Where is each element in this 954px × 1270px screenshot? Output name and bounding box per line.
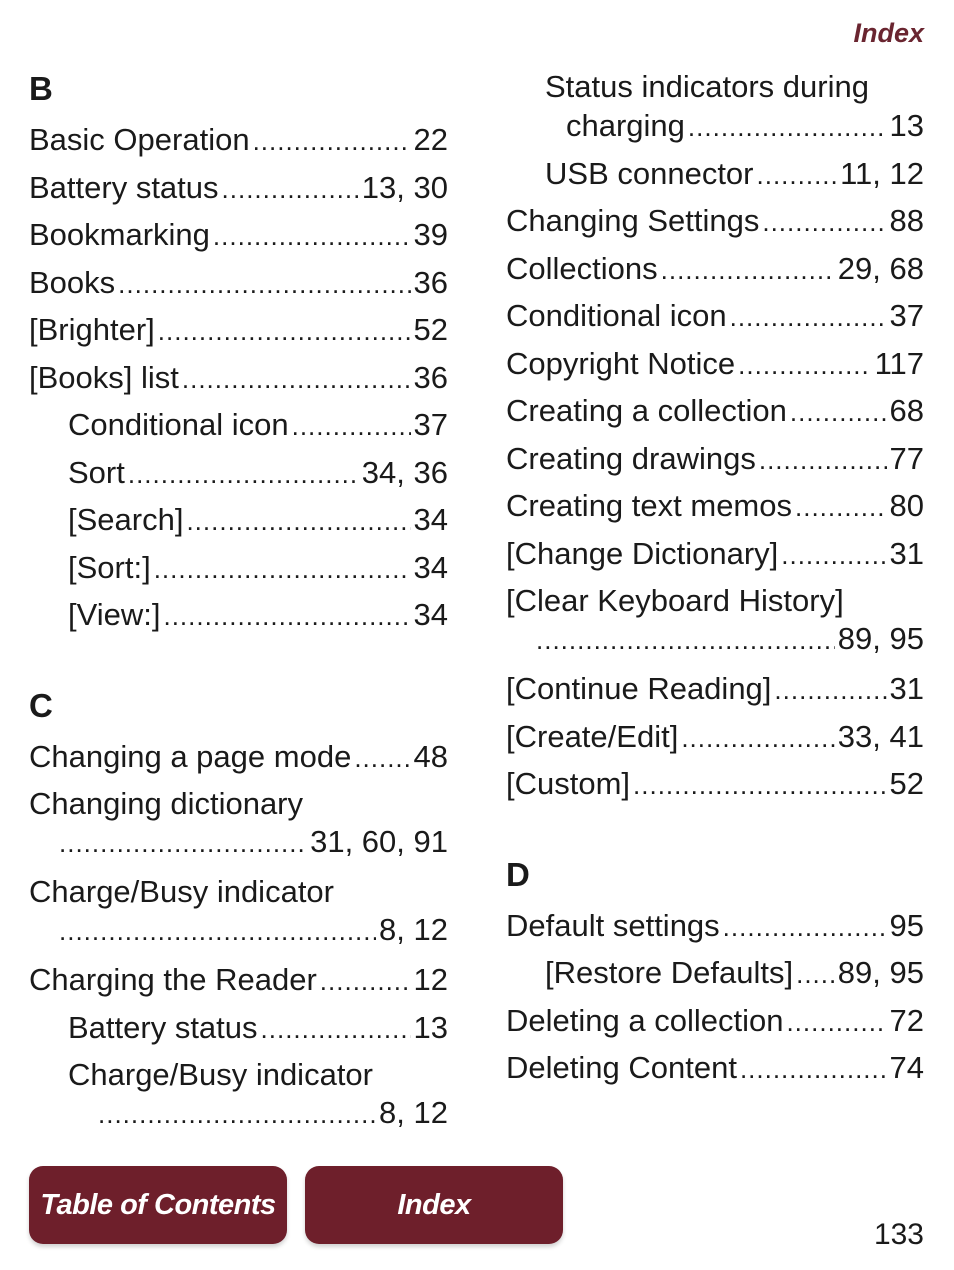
dot-leader: [762, 197, 886, 247]
index-entry[interactable]: [506, 150, 924, 198]
entry-pages: 8, 12: [379, 912, 448, 947]
entry-pages: 37: [413, 407, 448, 442]
entry-text: Creating drawings: [506, 440, 756, 476]
index-entry-continuation[interactable]: [29, 1092, 448, 1139]
entry-text: [Custom]: [506, 766, 631, 801]
entry-pages: 12: [413, 962, 448, 997]
dot-leader: [795, 482, 887, 532]
dot-leader: [354, 733, 410, 783]
entry-text: [Sort:]: [68, 549, 151, 585]
index-column-left: [29, 62, 448, 1139]
entry-pages: 11, 12: [840, 155, 924, 191]
index-entry[interactable]: [506, 713, 924, 761]
dot-leader: [59, 909, 376, 952]
index-entry[interactable]: [506, 1044, 924, 1092]
entry-text: Changing Settings: [506, 203, 760, 238]
section-gap: [29, 639, 448, 679]
index-entry[interactable]: [506, 482, 924, 530]
entry-pages: 13: [413, 1009, 448, 1045]
entry-text: Changing dictionary: [29, 786, 304, 821]
entry-pages: 31: [889, 671, 924, 706]
entry-pages: 36: [413, 264, 448, 300]
entry-pages: 68: [889, 393, 924, 428]
dot-leader: [781, 530, 886, 580]
entry-text: Charging the Reader: [29, 962, 317, 997]
entry-pages: 13: [889, 108, 924, 143]
entry-text: Charge/Busy indicator: [68, 1057, 373, 1092]
section-header: Index: [853, 18, 924, 48]
index-entry[interactable]: [29, 1051, 448, 1092]
entry-text: [Clear Keyboard History]: [506, 583, 844, 618]
entry-pages: 13, 30: [361, 169, 448, 205]
index-entry[interactable]: [29, 868, 448, 909]
index-entry[interactable]: [29, 306, 448, 354]
entry-text: Sort: [68, 454, 125, 490]
index-entry[interactable]: [506, 949, 924, 997]
entry-text: [Create/Edit]: [506, 718, 679, 754]
dot-leader: [182, 354, 411, 404]
entry-text: Battery status: [29, 169, 219, 205]
index-button[interactable]: Index: [305, 1166, 563, 1244]
index-entry[interactable]: [506, 760, 924, 808]
entry-pages: 31, 60, 91: [310, 824, 448, 859]
dot-leader: [738, 340, 871, 390]
dot-leader: [98, 1092, 376, 1135]
entry-text: Status indicators during: [545, 69, 869, 104]
index-entry-continuation[interactable]: [506, 618, 924, 665]
entry-pages: 52: [889, 766, 924, 801]
dot-leader: [118, 259, 410, 309]
index-entry[interactable]: [29, 780, 448, 821]
entry-text: [Brighter]: [29, 312, 155, 347]
dot-leader: [320, 956, 411, 1006]
index-entry[interactable]: [29, 401, 448, 449]
index-entry[interactable]: [29, 211, 448, 259]
index-entry[interactable]: [29, 116, 448, 164]
entry-text: Changing a page mode: [29, 738, 352, 774]
entry-text: Copyright Notice: [506, 345, 736, 381]
entry-pages: 36: [413, 359, 448, 395]
entry-pages: 74: [889, 1050, 924, 1085]
entry-text: Charge/Busy indicator: [29, 874, 334, 909]
entry-text: Deleting Content: [506, 1050, 737, 1085]
index-entry[interactable]: [506, 292, 924, 340]
index-entry[interactable]: [506, 197, 924, 245]
index-entry[interactable]: [29, 1004, 448, 1052]
entry-text: Bookmarking: [29, 217, 210, 252]
entry-pages: 34: [413, 502, 448, 537]
entry-pages: 77: [889, 440, 924, 476]
index-entry[interactable]: [506, 245, 924, 293]
dot-leader: [158, 306, 411, 356]
entry-pages: 31: [889, 535, 924, 571]
entry-text: Basic Operation: [29, 122, 250, 157]
section-letter: D: [506, 855, 530, 893]
entry-pages: 48: [413, 738, 448, 774]
entry-pages: 52: [413, 312, 448, 347]
dot-leader: [661, 245, 835, 295]
page-number: 133: [873, 1218, 924, 1251]
index-entry[interactable]: [506, 902, 924, 950]
entry-text: Books: [29, 264, 116, 300]
entry-pages: 29, 68: [837, 250, 924, 286]
entry-pages: 34: [413, 549, 448, 585]
dot-leader: [633, 760, 886, 810]
entry-text: Conditional icon: [506, 298, 727, 333]
entry-pages: 80: [889, 488, 924, 523]
entry-pages: 34, 36: [361, 454, 448, 490]
index-entry[interactable]: [29, 354, 448, 402]
index-entry[interactable]: [29, 733, 448, 781]
index-entry[interactable]: [29, 544, 448, 592]
index-entry[interactable]: [506, 530, 924, 578]
dot-leader: [253, 116, 411, 166]
index-column-right: [506, 62, 924, 1092]
entry-text: Battery status: [68, 1009, 258, 1045]
dot-leader: [740, 1044, 887, 1094]
entry-text: [Search]: [68, 502, 184, 537]
dot-leader: [688, 102, 887, 152]
index-entry[interactable]: [506, 577, 924, 618]
entry-pages: 22: [413, 122, 448, 157]
dot-leader: [154, 544, 411, 594]
entry-text: Creating text memos: [506, 488, 792, 523]
index-entry[interactable]: [29, 496, 448, 544]
index-entry[interactable]: [29, 449, 448, 497]
entry-pages: 89, 95: [837, 621, 924, 656]
dot-leader: [730, 292, 887, 342]
entry-text: [Books] list: [29, 359, 179, 395]
entry-pages: 89, 95: [837, 955, 924, 990]
index-entry-continuation[interactable]: [29, 821, 448, 868]
dot-leader: [222, 164, 359, 214]
entry-pages: 117: [874, 345, 924, 381]
index-entry[interactable]: [506, 665, 924, 713]
entry-text: Conditional icon: [68, 407, 289, 442]
index-entry[interactable]: [506, 102, 924, 150]
entry-pages: 72: [889, 1002, 924, 1038]
entry-pages: 88: [889, 203, 924, 238]
dot-leader: [796, 949, 835, 999]
entry-pages: 33, 41: [837, 718, 924, 754]
entry-text: Collections: [506, 250, 658, 286]
section-letter: C: [29, 686, 53, 724]
index-entry[interactable]: [29, 956, 448, 1004]
dot-leader: [186, 496, 410, 546]
dot-leader: [536, 618, 835, 661]
entry-text: Default settings: [506, 907, 720, 943]
index-entry[interactable]: [506, 435, 924, 483]
dot-leader: [213, 211, 411, 261]
table-of-contents-button[interactable]: Table of Contents: [29, 1166, 287, 1244]
section-letter: B: [29, 70, 53, 107]
index-entry[interactable]: [506, 340, 924, 388]
entry-text: Creating a collection: [506, 393, 787, 428]
dot-leader: [723, 902, 887, 952]
entry-pages: 34: [413, 597, 448, 632]
dot-leader: [786, 997, 886, 1047]
index-entry[interactable]: [29, 591, 448, 639]
entry-pages: 95: [889, 907, 924, 943]
index-entry[interactable]: [506, 62, 924, 102]
dot-leader: [261, 1004, 411, 1054]
entry-pages: 37: [889, 298, 924, 333]
dot-leader: [128, 449, 359, 499]
index-entry-continuation[interactable]: [29, 909, 448, 956]
dot-leader: [757, 150, 838, 200]
entry-text: charging: [566, 108, 685, 143]
section-gap: [506, 808, 924, 848]
entry-pages: 8, 12: [379, 1095, 448, 1130]
index-entry[interactable]: [29, 259, 448, 307]
entry-text: Deleting a collection: [506, 1002, 784, 1038]
dot-leader: [163, 591, 410, 641]
index-entry[interactable]: [506, 997, 924, 1045]
dot-leader: [759, 435, 887, 485]
entry-text: [Restore Defaults]: [545, 955, 794, 990]
dot-leader: [681, 713, 834, 763]
dot-leader: [774, 665, 886, 715]
dot-leader: [790, 387, 887, 437]
entry-text: [Change Dictionary]: [506, 535, 779, 571]
dot-leader: [59, 821, 307, 864]
dot-leader: [292, 401, 411, 451]
entry-text: [View:]: [68, 597, 161, 632]
entry-pages: 39: [413, 217, 448, 252]
entry-text: [Continue Reading]: [506, 671, 772, 706]
index-entry[interactable]: [506, 387, 924, 435]
entry-text: USB connector: [545, 155, 754, 191]
index-entry[interactable]: [29, 164, 448, 212]
